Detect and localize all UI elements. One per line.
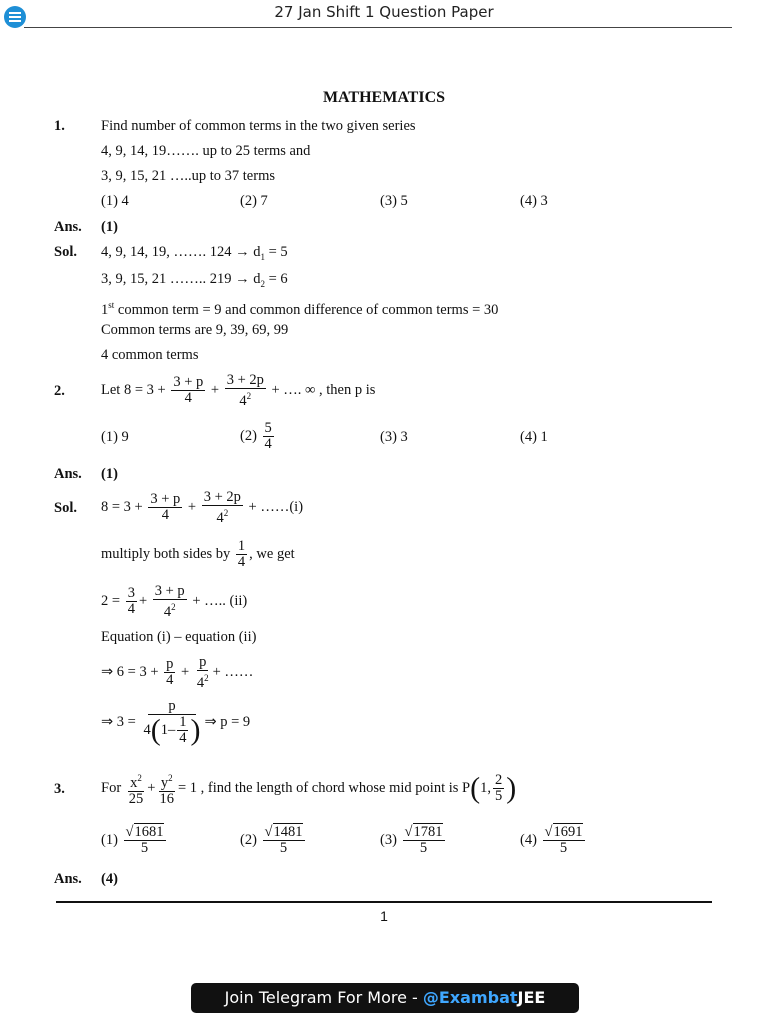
section-title: MATHEMATICS	[322, 89, 446, 106]
q2-sol-label: Sol.	[54, 500, 77, 516]
q1-option-4: (4) 3	[520, 193, 548, 209]
q1-option-2: (2) 7	[240, 193, 268, 209]
header-title: 27 Jan Shift 1 Question Paper	[274, 3, 494, 21]
q1-text: Find number of common terms in the two given series	[101, 118, 416, 134]
q3-stem: For $\frac{x^2}{25}$ + $\frac{y^2}{16}$ = 1 , find the length of chord whose mid point is P(1, $\frac{2}{5}$ )	[101, 771, 517, 807]
q2-sol-line6: ⇒ 3 = p 4(1– $\frac{1}{4}$ ) ⇒ p = 9	[101, 698, 251, 747]
footer-divider	[56, 901, 712, 903]
q3-option-2: (2) $\frac{√1481}{5}$	[240, 824, 303, 857]
q1-sol-line3: 1st common term = 9 and common difference of common terms = 30	[101, 300, 499, 318]
q2-ans-label: Ans.	[54, 466, 82, 482]
q1-number: 1.	[54, 118, 65, 134]
q2-option-3: (3) 3	[380, 429, 408, 445]
q1-sol-line2: 3, 9, 15, 21 …….. $219 \to d_2 = 6$	[101, 271, 288, 289]
q2-number: 2.	[54, 383, 65, 399]
q3-answer: (4)	[101, 871, 118, 887]
q2-option-1: (1) 9	[101, 429, 129, 445]
q2-sol-line4: Equation (i) – equation (ii)	[101, 629, 257, 645]
header-divider	[24, 27, 732, 28]
q2-stem: Let 8 = 3 + $\frac{3 + p}{4}$ + $\frac{3 + 2p}{4^2}$ + …. ∞ , then p is	[101, 371, 376, 409]
q1-option-1: (1) 4	[101, 193, 129, 209]
q3-option-1: (1) $\frac{√1681}{5}$	[101, 824, 164, 857]
q1-series1: 4, 9, 14, 19……. up to 25 terms and	[101, 143, 311, 159]
q3-option-3: (3) $\frac{√1781}{5}$	[380, 824, 443, 857]
q2-sol-line1: 8 = 3 + $\frac{3 + p}{4}$ + $\frac{3 + 2p}{4^2}$ + ……(i)	[101, 488, 304, 526]
q2-answer: (1)	[101, 466, 118, 482]
q1-sol-label: Sol.	[54, 244, 77, 260]
q1-ans-label: Ans.	[54, 219, 82, 235]
q2-option-2: (2) $\frac{5}{4}$	[240, 420, 272, 453]
page-number: 1	[380, 908, 388, 924]
q3-number: 3.	[54, 781, 65, 797]
q1-answer: (1)	[101, 219, 118, 235]
q1-option-3: (3) 5	[380, 193, 408, 209]
q3-option-4: (4) $\frac{√1691}{5}$	[520, 824, 583, 857]
q3-ans-label: Ans.	[54, 871, 82, 887]
page-header	[0, 0, 768, 28]
q2-sol-line2: multiply both sides by $\frac{1}{4}$ , we get	[101, 538, 295, 571]
q1-sol-line1: 4, 9, 14, 19, ……. $124 \to d_1 = 5$	[101, 244, 288, 262]
q2-option-4: (4) 1	[520, 429, 548, 445]
telegram-banner[interactable]: Join Telegram For More - @ExambatJEE	[191, 983, 579, 1013]
q1-sol-line4: Common terms are 9, 39, 69, 99	[101, 322, 289, 338]
q2-sol-line3: 2 = $\frac{3}{4}$ + $\frac{3 + p}{4^2}$ + ….. (ii)	[101, 582, 248, 620]
q1-series2: 3, 9, 15, 21 …..up to 37 terms	[101, 168, 275, 184]
q2-sol-line5: ⇒ 6 = 3 + $\frac{p}{4}$ + $\frac{p}{4^2}$ + ……	[101, 653, 254, 691]
q1-sol-line5: 4 common terms	[101, 347, 199, 363]
